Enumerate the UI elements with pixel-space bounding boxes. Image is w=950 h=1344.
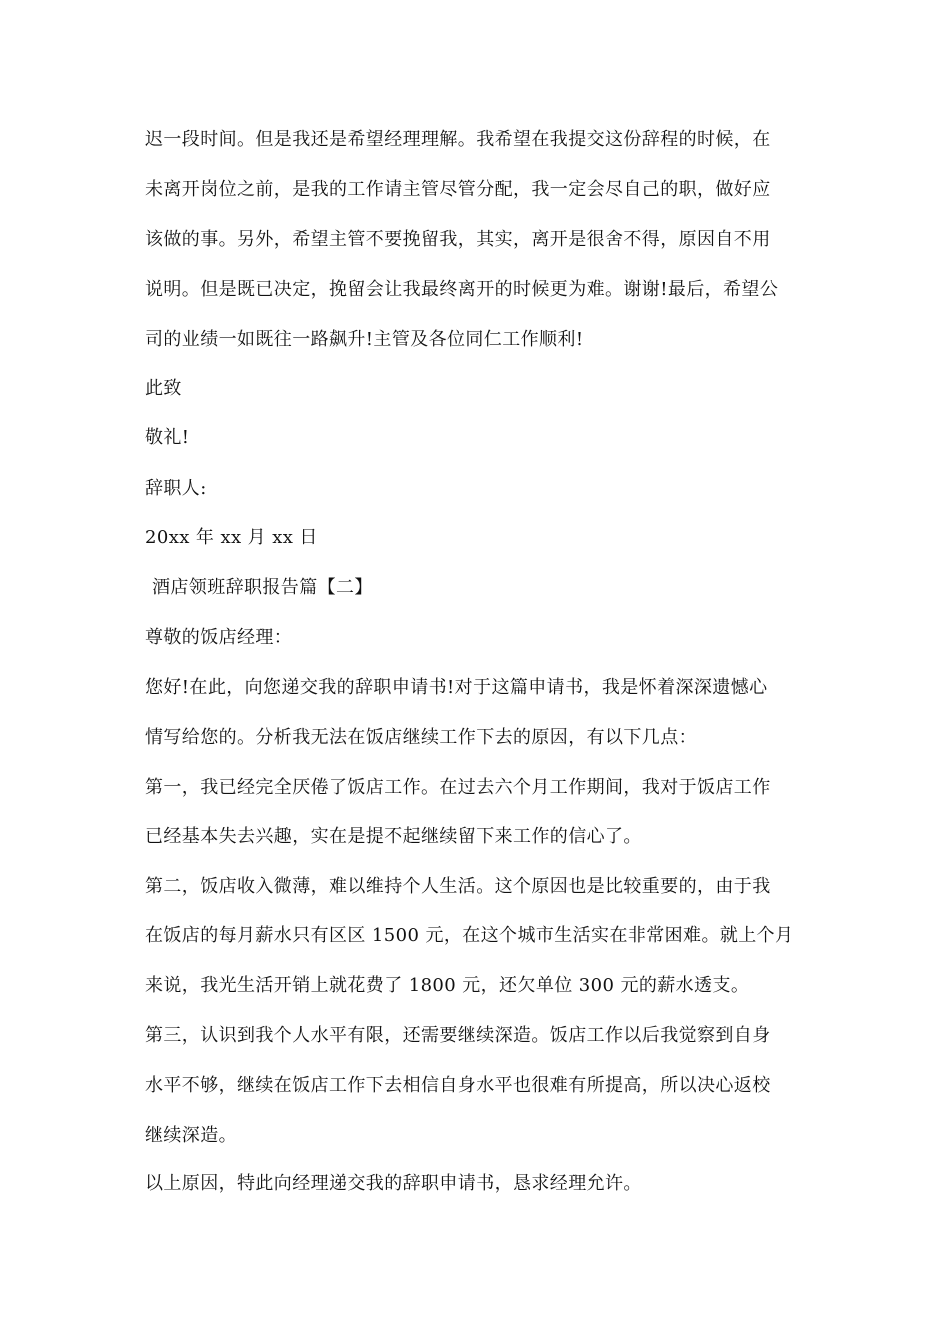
paragraph-line: 来说，我光生活开销上就花费了 1800 元，还欠单位 300 元的薪水透支。 [145,975,750,996]
paragraph-line: 未离开岗位之前，是我的工作请主管尽管分配，我一定会尽自己的职，做好应 [145,179,771,200]
paragraph-line: 您好!在此，向您递交我的辞职申请书!对于这篇申请书，我是怀着深深遗憾心 [145,677,768,698]
paragraph-line: 继续深造。 [145,1125,237,1146]
paragraph-line: 迟一段时间。但是我还是希望经理理解。我希望在我提交这份辞程的时候，在 [145,129,771,150]
signature-label: 辞职人: [145,478,207,499]
closing-regards: 敬礼! [145,427,190,448]
paragraph-line: 在饭店的每月薪水只有区区 1500 元，在这个城市生活实在非常困难。就上个月 [145,925,794,946]
paragraph-line: 第三，认识到我个人水平有限，还需要继续深造。饭店工作以后我觉察到自身 [145,1025,771,1046]
paragraph-line: 该做的事。另外，希望主管不要挽留我，其实，离开是很舍不得，原因自不用 [145,229,771,250]
paragraph-line: 第二，饭店收入微薄，难以维持个人生活。这个原因也是比较重要的，由于我 [145,876,771,897]
paragraph-line: 水平不够，继续在饭店工作下去相信自身水平也很难有所提高，所以决心返校 [145,1075,771,1096]
paragraph-line: 说明。但是既已决定，挽留会让我最终离开的时候更为难。谢谢!最后，希望公 [145,279,779,300]
closing-salutation: 此致 [145,378,182,399]
paragraph-line: 以上原因，特此向经理递交我的辞职申请书，恳求经理允许。 [145,1173,642,1194]
paragraph-line: 第一，我已经完全厌倦了饭店工作。在过去六个月工作期间，我对于饭店工作 [145,777,771,798]
paragraph-line: 已经基本失去兴趣，实在是提不起继续留下来工作的信心了。 [145,826,642,847]
paragraph-line: 司的业绩一如既往一路飙升!主管及各位同仁工作顺利! [145,329,584,350]
greeting-line: 尊敬的饭店经理： [145,627,293,648]
section-heading: 酒店领班辞职报告篇【二】 [152,577,373,598]
paragraph-line: 情写给您的。分析我无法在饭店继续工作下去的原因，有以下几点： [145,727,697,748]
date-line: 20xx 年 xx 月 xx 日 [145,527,318,548]
